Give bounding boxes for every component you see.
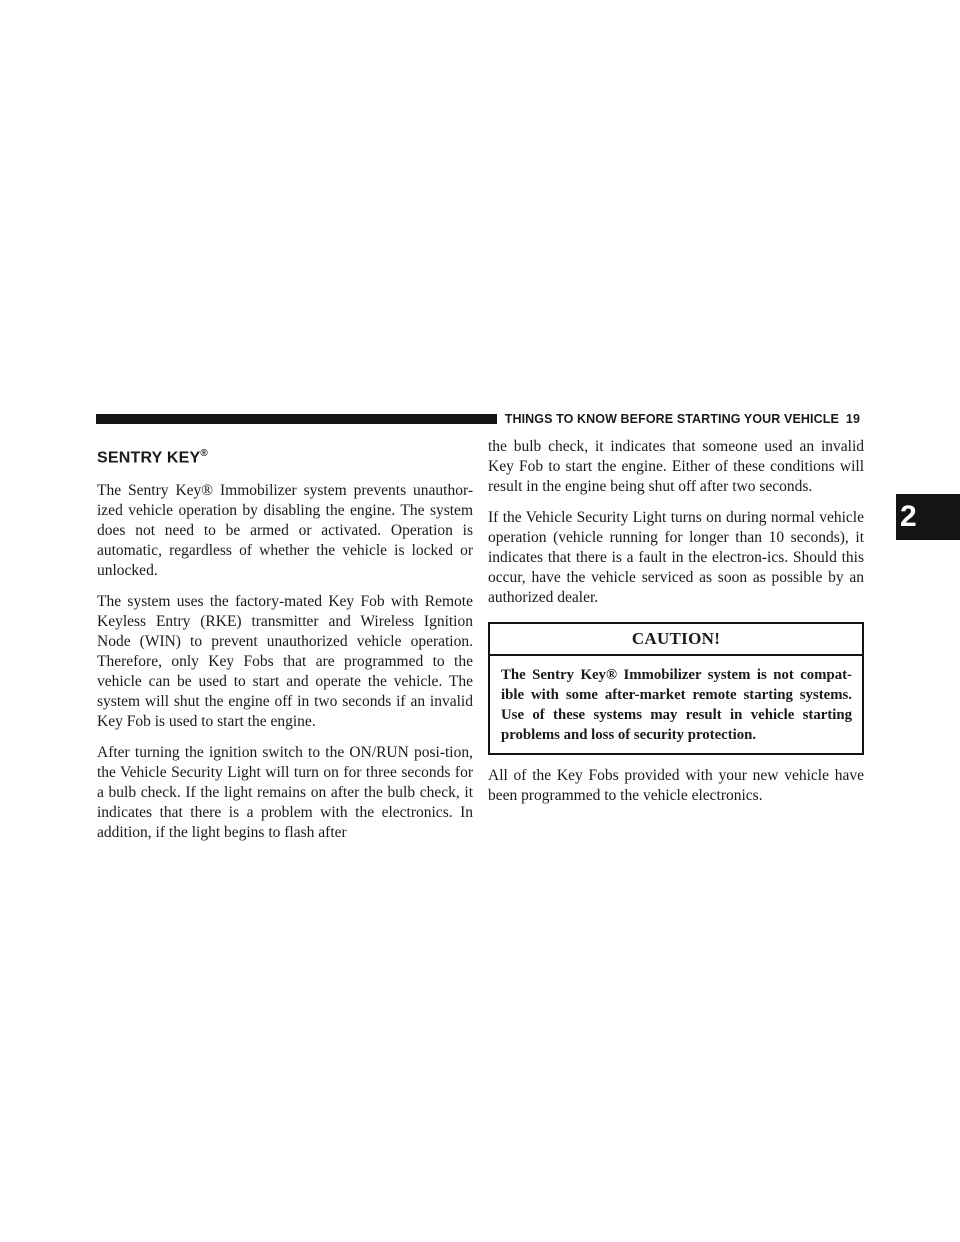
left-column bbox=[97, 436, 473, 854]
page-number: 19 bbox=[845, 412, 860, 426]
paragraph-security-light: If the Vehicle Security Light turns on during normal vehicle operation (vehicle running for longer than 10 seconds), it indicates that there is a fault in the electron-ics. Should this occur, have the vehicle serviced as soon as possible by an authorized dealer. bbox=[488, 509, 864, 606]
registered-mark: ® bbox=[200, 448, 208, 459]
header-section-title: THINGS TO KNOW BEFORE STARTING YOUR VEHICLE bbox=[504, 412, 839, 426]
paragraph-bulb-check: the bulb check, it indicates that someone used an invalid Key Fob to start the engine. Either of these conditions will result in the engine being shut off after two seconds. bbox=[488, 438, 864, 495]
header-rule bbox=[96, 414, 497, 424]
paragraph-ignition: After turning the ignition switch to the ON/RUN posi-tion, the Vehicle Security Light will turn on for three seconds for a bulb check. If the light remains on after the bulb check, it indicates that there is a problem with the electronics. In addition, if the light begins to flash after bbox=[97, 744, 473, 842]
section-heading bbox=[97, 448, 473, 467]
page-header bbox=[96, 414, 860, 424]
caution-text: The Sentry Key® Immobilizer system is not compat-ible with some after-market remote starting systems. Use of these systems may result in vehicle starting problems and loss of security protection. bbox=[501, 667, 852, 743]
paragraph-closing: All of the Key Fobs provided with your new vehicle have been programmed to the vehicle electronics. bbox=[488, 767, 864, 804]
caution-box bbox=[488, 622, 864, 755]
caution-title: CAUTION! bbox=[490, 624, 862, 656]
paragraph-intro: The Sentry Key® Immobilizer system prevents unauthor-ized vehicle operation by disabling the engine. The system does not need to be armed or activated. Operation is automatic, regardless of whether the vehicle is locked or unlocked. bbox=[97, 482, 473, 580]
chapter-tab: 2 bbox=[896, 494, 960, 540]
section-heading-text: SENTRY KEY bbox=[97, 449, 201, 467]
right-column bbox=[488, 436, 864, 817]
paragraph-key-fob: The system uses the factory-mated Key Fob with Remote Keyless Entry (RKE) transmitter and Wireless Ignition Node (WIN) to prevent unauthorized vehicle operation. Therefore, only Key Fobs that are programmed to the vehicle can be used to start and operate the vehicle. The system will shut the engine off in two seconds if an invalid Key Fob is used to start the engine. bbox=[97, 593, 473, 731]
